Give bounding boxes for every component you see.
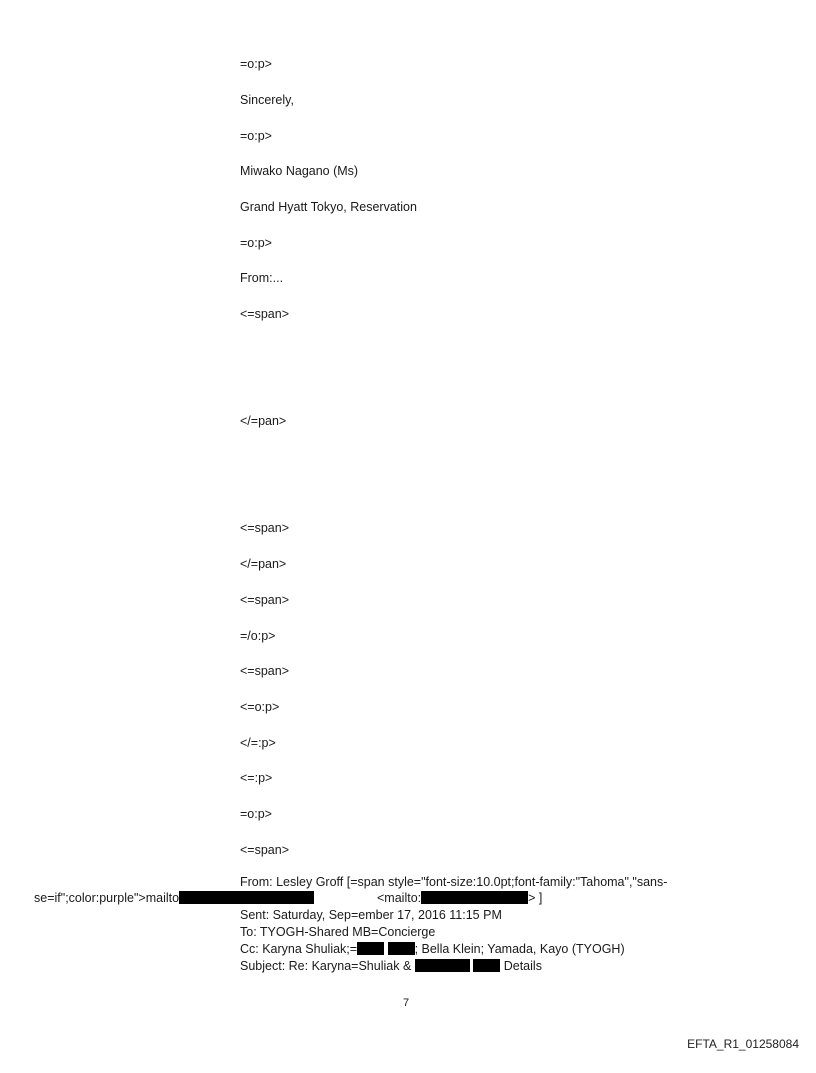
body-line: =/o:p> bbox=[240, 629, 276, 643]
redaction-box bbox=[421, 891, 528, 904]
body-line: <=:p> bbox=[240, 771, 273, 785]
body-line: <=span> bbox=[240, 664, 290, 678]
body-line: <=o:p> bbox=[240, 700, 280, 714]
page-number: 7 bbox=[403, 997, 410, 1009]
sender-org: Grand Hyatt Tokyo, Reservation bbox=[240, 200, 417, 214]
document-id: EFTA_R1_01258084 bbox=[687, 1037, 799, 1051]
body-line: <=span> bbox=[240, 307, 290, 321]
from-line-prefix: se=if";color:purple">mailto bbox=[34, 891, 180, 905]
subject-line bbox=[240, 959, 542, 974]
body-line: </=pan> bbox=[240, 557, 287, 571]
from-line-continued bbox=[34, 891, 314, 906]
redaction-box bbox=[357, 942, 384, 955]
mailto-fragment bbox=[377, 891, 542, 906]
body-line: </=:p> bbox=[240, 736, 276, 750]
body-line: <=span> bbox=[240, 521, 290, 535]
body-line: From:... bbox=[240, 271, 284, 285]
cc-prefix: Cc: Karyna Shuliak;= bbox=[240, 942, 358, 956]
sent-line: Sent: Saturday, Sep=ember 17, 2016 11:15 PM bbox=[240, 908, 502, 922]
redaction-box bbox=[473, 959, 500, 972]
body-line: </=pan> bbox=[240, 414, 287, 428]
redaction-box bbox=[388, 942, 415, 955]
subject-suffix: Details bbox=[503, 959, 542, 973]
body-line: <=span> bbox=[240, 593, 290, 607]
body-line: <=span> bbox=[240, 843, 290, 857]
subject-prefix: Subject: Re: Karyna=Shuliak & bbox=[240, 959, 412, 973]
from-line: From: Lesley Groff [=span style="font-size:10.0pt;font-family:"Tahoma","sans- bbox=[240, 875, 668, 889]
mailto-close: > ] bbox=[528, 891, 543, 905]
redaction-box bbox=[179, 891, 314, 904]
redaction-box bbox=[415, 959, 470, 972]
body-line: =o:p> bbox=[240, 57, 272, 71]
mailto-open: <mailto: bbox=[377, 891, 422, 905]
body-line: =o:p> bbox=[240, 129, 272, 143]
to-line: To: TYOGH-Shared MB=Concierge bbox=[240, 925, 436, 939]
body-line: =o:p> bbox=[240, 807, 272, 821]
cc-suffix: ; Bella Klein; Yamada, Kayo (TYOGH) bbox=[414, 942, 625, 956]
body-line: =o:p> bbox=[240, 236, 272, 250]
sender-name: Miwako Nagano (Ms) bbox=[240, 164, 359, 178]
body-line: Sincerely, bbox=[240, 93, 294, 107]
cc-line bbox=[240, 942, 625, 957]
